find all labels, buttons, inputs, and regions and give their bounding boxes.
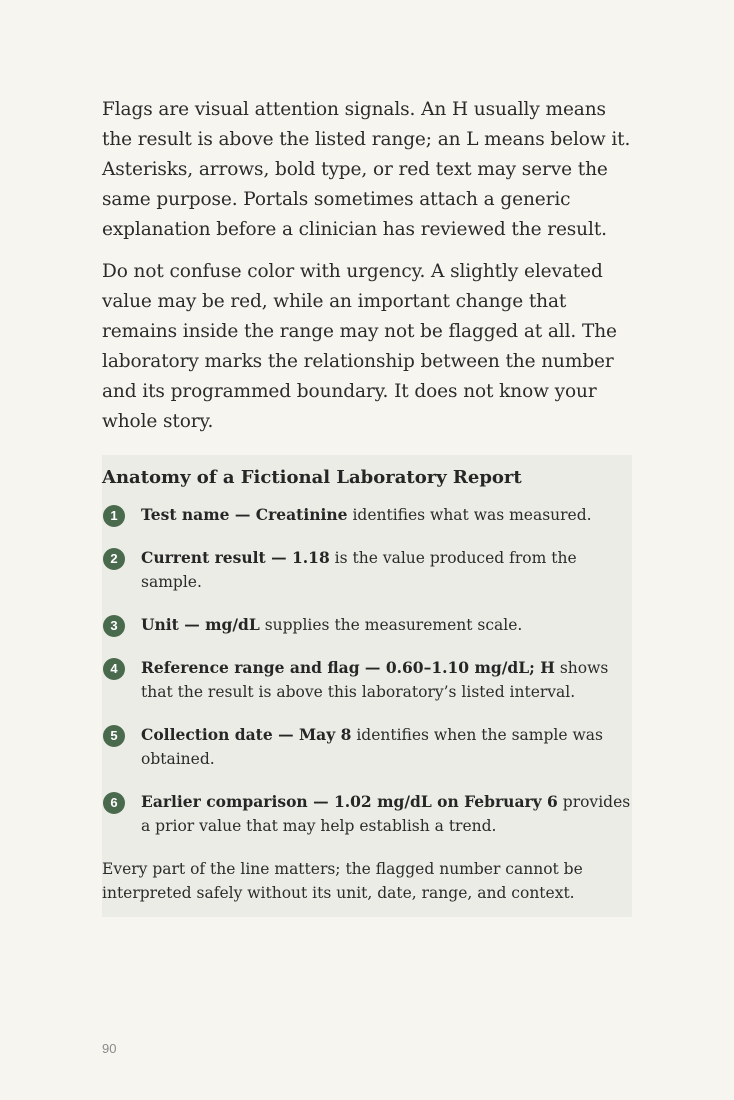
list-item <box>102 656 632 704</box>
number-badge: 5 <box>103 725 125 747</box>
sidebar-footer-note: Every part of the line matters; the flagged number cannot be interpreted safely without its unit, date, range, and context. <box>102 860 583 902</box>
list-item <box>102 546 632 594</box>
anatomy-list <box>102 503 632 838</box>
report-anatomy-sidebar <box>102 455 632 917</box>
body-paragraph-flags: Flags are visual attention signals. An H usually means the result is above the listed range; an L means below it. Asterisks, arrows, bold type, or red text may serve the same purpose. Portals sometimes attach a generic explanation before a clinician has reviewed the result. <box>102 99 631 240</box>
item-text: shows that the result is above this laboratory’s listed interval. <box>141 659 609 701</box>
item-text: identifies what was measured. <box>347 506 592 524</box>
item-text: identifies when the sample was obtained. <box>141 726 603 768</box>
body-paragraph-urgency: Do not confuse color with urgency. A slightly elevated value may be red, while an important change that remains inside the range may not be flagged at all. The laboratory marks the relationship between the number and its programmed boundary. It does not know your whole story. <box>102 261 617 432</box>
page-number: 90 <box>102 1041 117 1056</box>
item-text: provides a prior value that may help establish a trend. <box>141 793 631 835</box>
item-label: Test name — Creatinine <box>141 505 348 524</box>
item-text: supplies the measurement scale. <box>259 616 523 634</box>
item-label: Collection date — May 8 <box>141 725 352 744</box>
item-label: Unit — mg/dL <box>141 615 260 634</box>
number-badge: 2 <box>103 548 125 570</box>
list-item <box>102 723 632 771</box>
item-label: Current result — 1.18 <box>141 548 330 567</box>
number-badge: 4 <box>103 658 125 680</box>
item-text: is the value produced from the sample. <box>141 549 577 591</box>
sidebar-title: Anatomy of a Fictional Laboratory Report <box>102 467 522 488</box>
page-content <box>102 95 632 917</box>
item-label: Reference range and flag — 0.60–1.10 mg/dL; H <box>141 658 555 677</box>
number-badge: 1 <box>103 505 125 527</box>
number-badge: 6 <box>103 792 125 814</box>
list-item <box>102 613 632 637</box>
item-label: Earlier comparison — 1.02 mg/dL on February 6 <box>141 792 558 811</box>
list-item <box>102 503 632 527</box>
number-badge: 3 <box>103 615 125 637</box>
list-item <box>102 790 632 838</box>
